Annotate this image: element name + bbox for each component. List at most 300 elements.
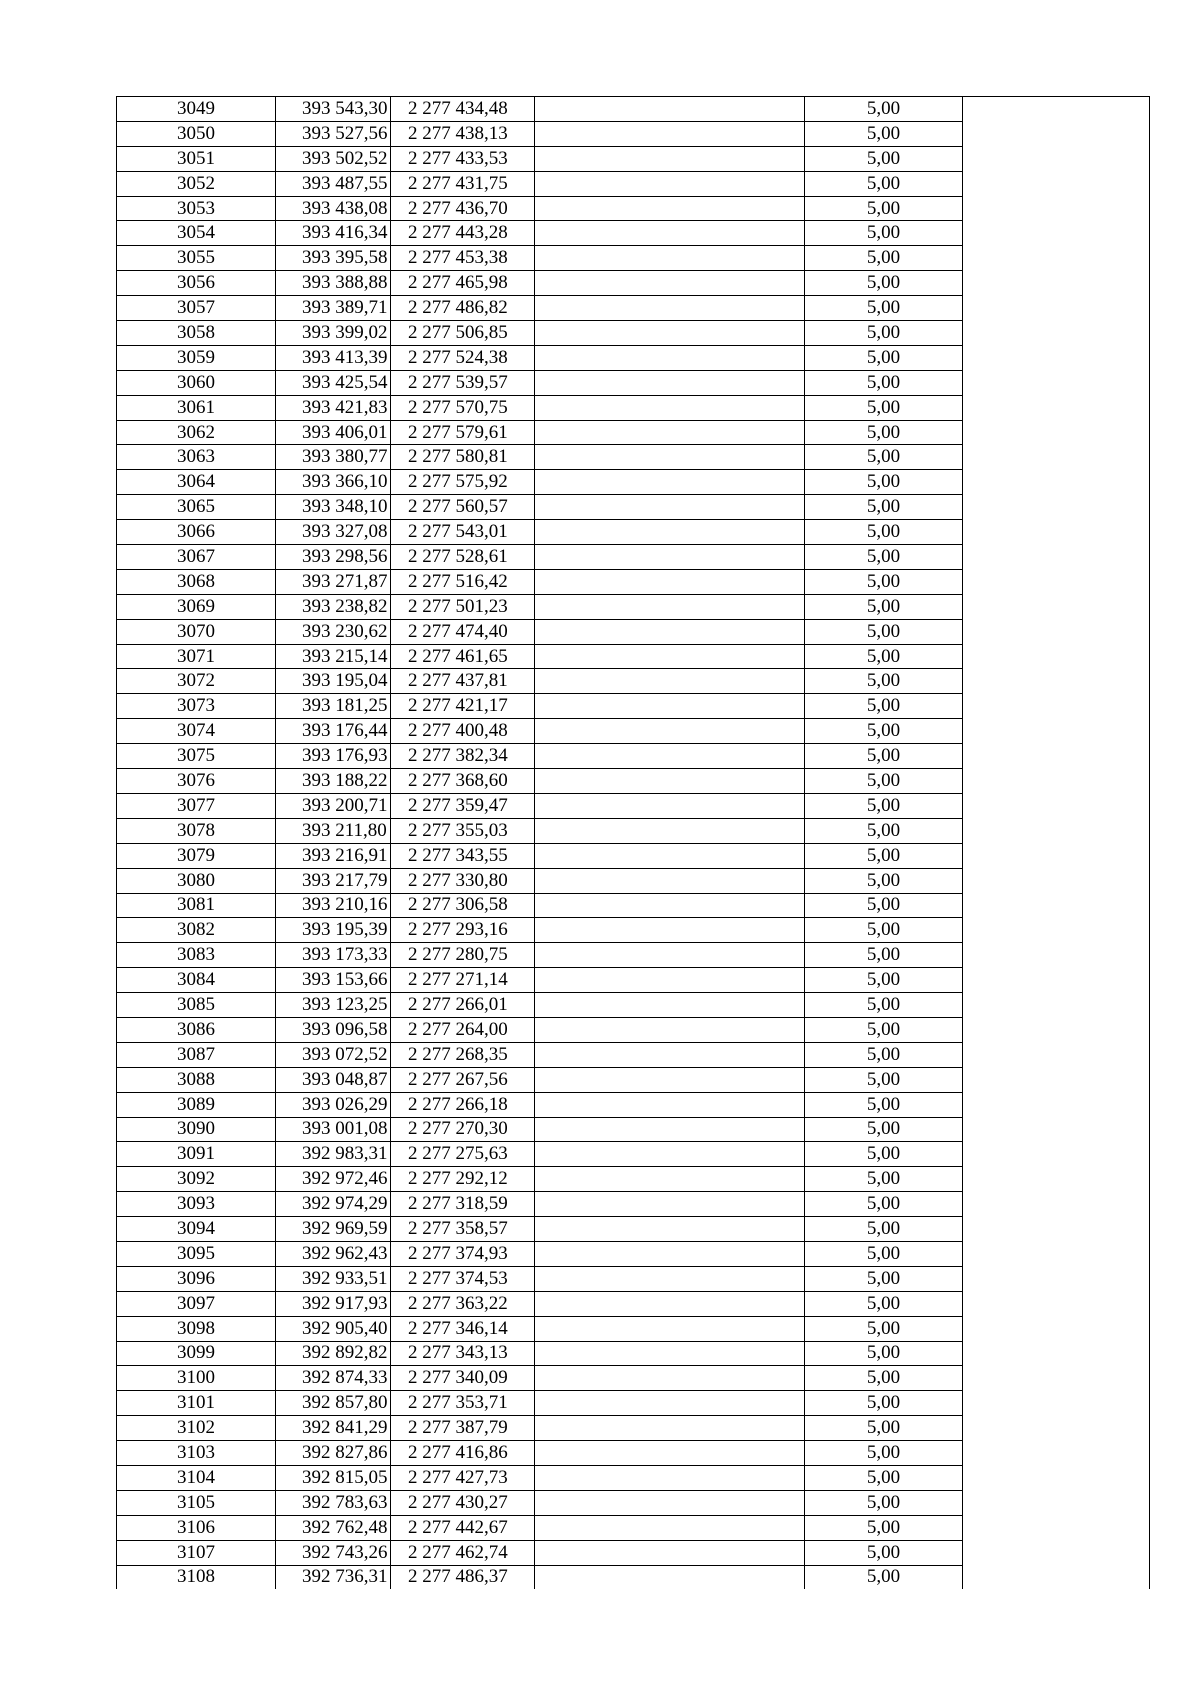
y-coordinate-cell: 2 277 501,23	[391, 594, 535, 619]
empty-cell	[535, 1341, 805, 1366]
table-row	[117, 1067, 1150, 1092]
point-number-cell: 3059	[117, 345, 276, 370]
empty-cell	[535, 420, 805, 445]
table-row	[117, 1391, 1150, 1416]
empty-cell	[963, 1540, 1150, 1565]
table-row	[117, 1117, 1150, 1142]
table-row	[117, 171, 1150, 196]
y-coordinate-cell: 2 277 318,59	[391, 1192, 535, 1217]
empty-cell	[963, 1515, 1150, 1540]
table-row	[117, 893, 1150, 918]
empty-cell	[963, 943, 1150, 968]
empty-cell	[535, 1117, 805, 1142]
empty-cell	[535, 569, 805, 594]
y-coordinate-cell: 2 277 293,16	[391, 918, 535, 943]
accuracy-cell: 5,00	[805, 296, 963, 321]
table-row	[117, 968, 1150, 993]
table-row	[117, 943, 1150, 968]
y-coordinate-cell: 2 277 433,53	[391, 146, 535, 171]
empty-cell	[535, 843, 805, 868]
table-row	[117, 296, 1150, 321]
point-number-cell: 3100	[117, 1366, 276, 1391]
point-number-cell: 3064	[117, 470, 276, 495]
empty-cell	[963, 1465, 1150, 1490]
point-number-cell: 3106	[117, 1515, 276, 1540]
point-number-cell: 3090	[117, 1117, 276, 1142]
table-row	[117, 545, 1150, 570]
x-coordinate-cell: 393 406,01	[276, 420, 391, 445]
empty-cell	[535, 146, 805, 171]
y-coordinate-cell: 2 277 340,09	[391, 1366, 535, 1391]
accuracy-cell: 5,00	[805, 470, 963, 495]
accuracy-cell: 5,00	[805, 818, 963, 843]
empty-cell	[963, 1416, 1150, 1441]
table-row	[117, 1490, 1150, 1515]
x-coordinate-cell: 393 425,54	[276, 370, 391, 395]
x-coordinate-cell: 393 001,08	[276, 1117, 391, 1142]
table-row	[117, 1515, 1150, 1540]
empty-cell	[535, 1241, 805, 1266]
table-row	[117, 196, 1150, 221]
point-number-cell: 3087	[117, 1042, 276, 1067]
table-row	[117, 918, 1150, 943]
x-coordinate-cell: 393 438,08	[276, 196, 391, 221]
empty-cell	[963, 594, 1150, 619]
empty-cell	[535, 1067, 805, 1092]
empty-cell	[963, 1291, 1150, 1316]
point-number-cell: 3092	[117, 1167, 276, 1192]
x-coordinate-cell: 393 389,71	[276, 296, 391, 321]
accuracy-cell: 5,00	[805, 1366, 963, 1391]
empty-cell	[535, 196, 805, 221]
accuracy-cell: 5,00	[805, 146, 963, 171]
y-coordinate-cell: 2 277 516,42	[391, 569, 535, 594]
table-row	[117, 520, 1150, 545]
table-row	[117, 221, 1150, 246]
y-coordinate-cell: 2 277 374,53	[391, 1266, 535, 1291]
empty-cell	[963, 1092, 1150, 1117]
empty-cell	[535, 1416, 805, 1441]
x-coordinate-cell: 392 815,05	[276, 1465, 391, 1490]
y-coordinate-cell: 2 277 358,57	[391, 1217, 535, 1242]
empty-cell	[963, 97, 1150, 122]
x-coordinate-cell: 393 388,88	[276, 271, 391, 296]
x-coordinate-cell: 393 200,71	[276, 793, 391, 818]
table-row	[117, 1092, 1150, 1117]
point-number-cell: 3083	[117, 943, 276, 968]
y-coordinate-cell: 2 277 270,30	[391, 1117, 535, 1142]
accuracy-cell: 5,00	[805, 868, 963, 893]
table-row	[117, 1241, 1150, 1266]
accuracy-cell: 5,00	[805, 1490, 963, 1515]
y-coordinate-cell: 2 277 268,35	[391, 1042, 535, 1067]
y-coordinate-cell: 2 277 442,67	[391, 1515, 535, 1540]
y-coordinate-cell: 2 277 524,38	[391, 345, 535, 370]
x-coordinate-cell: 393 421,83	[276, 395, 391, 420]
empty-cell	[963, 520, 1150, 545]
point-number-cell: 3101	[117, 1391, 276, 1416]
x-coordinate-cell: 393 380,77	[276, 445, 391, 470]
accuracy-cell: 5,00	[805, 196, 963, 221]
accuracy-cell: 5,00	[805, 1067, 963, 1092]
x-coordinate-cell: 392 892,82	[276, 1341, 391, 1366]
point-number-cell: 3096	[117, 1266, 276, 1291]
x-coordinate-cell: 392 974,29	[276, 1192, 391, 1217]
x-coordinate-cell: 393 195,39	[276, 918, 391, 943]
accuracy-cell: 5,00	[805, 1167, 963, 1192]
x-coordinate-cell: 393 413,39	[276, 345, 391, 370]
table-row	[117, 818, 1150, 843]
x-coordinate-cell: 392 969,59	[276, 1217, 391, 1242]
y-coordinate-cell: 2 277 363,22	[391, 1291, 535, 1316]
accuracy-cell: 5,00	[805, 1266, 963, 1291]
accuracy-cell: 5,00	[805, 1142, 963, 1167]
point-number-cell: 3098	[117, 1316, 276, 1341]
point-number-cell: 3099	[117, 1341, 276, 1366]
empty-cell	[535, 868, 805, 893]
point-number-cell: 3103	[117, 1441, 276, 1466]
empty-cell	[535, 121, 805, 146]
empty-cell	[963, 1341, 1150, 1366]
empty-cell	[535, 1217, 805, 1242]
empty-cell	[535, 221, 805, 246]
point-number-cell: 3076	[117, 769, 276, 794]
y-coordinate-cell: 2 277 486,37	[391, 1565, 535, 1589]
empty-cell	[535, 1266, 805, 1291]
table-row	[117, 669, 1150, 694]
y-coordinate-cell: 2 277 343,13	[391, 1341, 535, 1366]
x-coordinate-cell: 393 217,79	[276, 868, 391, 893]
y-coordinate-cell: 2 277 271,14	[391, 968, 535, 993]
table-row	[117, 694, 1150, 719]
y-coordinate-cell: 2 277 474,40	[391, 619, 535, 644]
x-coordinate-cell: 393 366,10	[276, 470, 391, 495]
accuracy-cell: 5,00	[805, 1291, 963, 1316]
point-number-cell: 3065	[117, 495, 276, 520]
point-number-cell: 3058	[117, 321, 276, 346]
point-number-cell: 3067	[117, 545, 276, 570]
empty-cell	[535, 345, 805, 370]
y-coordinate-cell: 2 277 453,38	[391, 246, 535, 271]
accuracy-cell: 5,00	[805, 1092, 963, 1117]
point-number-cell: 3091	[117, 1142, 276, 1167]
empty-cell	[963, 1017, 1150, 1042]
table-row	[117, 1291, 1150, 1316]
empty-cell	[535, 968, 805, 993]
point-number-cell: 3051	[117, 146, 276, 171]
x-coordinate-cell: 393 123,25	[276, 993, 391, 1018]
y-coordinate-cell: 2 277 579,61	[391, 420, 535, 445]
y-coordinate-cell: 2 277 465,98	[391, 271, 535, 296]
empty-cell	[963, 993, 1150, 1018]
accuracy-cell: 5,00	[805, 1241, 963, 1266]
point-number-cell: 3084	[117, 968, 276, 993]
empty-cell	[963, 968, 1150, 993]
empty-cell	[963, 345, 1150, 370]
point-number-cell: 3050	[117, 121, 276, 146]
point-number-cell: 3052	[117, 171, 276, 196]
empty-cell	[963, 1217, 1150, 1242]
table-row	[117, 420, 1150, 445]
accuracy-cell: 5,00	[805, 545, 963, 570]
accuracy-cell: 5,00	[805, 619, 963, 644]
accuracy-cell: 5,00	[805, 1192, 963, 1217]
x-coordinate-cell: 393 153,66	[276, 968, 391, 993]
accuracy-cell: 5,00	[805, 843, 963, 868]
empty-cell	[963, 246, 1150, 271]
empty-cell	[963, 545, 1150, 570]
y-coordinate-cell: 2 277 416,86	[391, 1441, 535, 1466]
accuracy-cell: 5,00	[805, 420, 963, 445]
x-coordinate-cell: 392 841,29	[276, 1416, 391, 1441]
empty-cell	[535, 818, 805, 843]
accuracy-cell: 5,00	[805, 1217, 963, 1242]
point-number-cell: 3074	[117, 719, 276, 744]
y-coordinate-cell: 2 277 264,00	[391, 1017, 535, 1042]
accuracy-cell: 5,00	[805, 246, 963, 271]
x-coordinate-cell: 393 173,33	[276, 943, 391, 968]
x-coordinate-cell: 392 983,31	[276, 1142, 391, 1167]
accuracy-cell: 5,00	[805, 221, 963, 246]
empty-cell	[963, 843, 1150, 868]
y-coordinate-cell: 2 277 267,56	[391, 1067, 535, 1092]
empty-cell	[963, 1366, 1150, 1391]
x-coordinate-cell: 393 543,30	[276, 97, 391, 122]
table-row	[117, 1042, 1150, 1067]
y-coordinate-cell: 2 277 355,03	[391, 818, 535, 843]
empty-cell	[963, 445, 1150, 470]
y-coordinate-cell: 2 277 421,17	[391, 694, 535, 719]
empty-cell	[963, 569, 1150, 594]
x-coordinate-cell: 393 195,04	[276, 669, 391, 694]
x-coordinate-cell: 393 527,56	[276, 121, 391, 146]
empty-cell	[963, 893, 1150, 918]
point-number-cell: 3107	[117, 1540, 276, 1565]
empty-cell	[535, 296, 805, 321]
empty-cell	[535, 445, 805, 470]
point-number-cell: 3060	[117, 370, 276, 395]
y-coordinate-cell: 2 277 462,74	[391, 1540, 535, 1565]
point-number-cell: 3093	[117, 1192, 276, 1217]
table-row	[117, 1167, 1150, 1192]
y-coordinate-cell: 2 277 434,48	[391, 97, 535, 122]
point-number-cell: 3080	[117, 868, 276, 893]
table-row	[117, 271, 1150, 296]
empty-cell	[535, 1316, 805, 1341]
y-coordinate-cell: 2 277 580,81	[391, 445, 535, 470]
table-row	[117, 793, 1150, 818]
accuracy-cell: 5,00	[805, 744, 963, 769]
accuracy-cell: 5,00	[805, 918, 963, 943]
point-number-cell: 3055	[117, 246, 276, 271]
empty-cell	[535, 395, 805, 420]
y-coordinate-cell: 2 277 438,13	[391, 121, 535, 146]
empty-cell	[963, 1441, 1150, 1466]
empty-cell	[963, 171, 1150, 196]
empty-cell	[535, 694, 805, 719]
empty-cell	[963, 296, 1150, 321]
point-number-cell: 3056	[117, 271, 276, 296]
accuracy-cell: 5,00	[805, 1565, 963, 1589]
point-number-cell: 3102	[117, 1416, 276, 1441]
x-coordinate-cell: 392 962,43	[276, 1241, 391, 1266]
table-row	[117, 1441, 1150, 1466]
x-coordinate-cell: 393 230,62	[276, 619, 391, 644]
y-coordinate-cell: 2 277 430,27	[391, 1490, 535, 1515]
empty-cell	[535, 370, 805, 395]
table-row	[117, 1565, 1150, 1589]
y-coordinate-cell: 2 277 280,75	[391, 943, 535, 968]
y-coordinate-cell: 2 277 343,55	[391, 843, 535, 868]
table-row	[117, 1366, 1150, 1391]
y-coordinate-cell: 2 277 436,70	[391, 196, 535, 221]
empty-cell	[963, 719, 1150, 744]
x-coordinate-cell: 393 416,34	[276, 221, 391, 246]
empty-cell	[963, 769, 1150, 794]
x-coordinate-cell: 393 487,55	[276, 171, 391, 196]
table-row	[117, 1416, 1150, 1441]
empty-cell	[963, 271, 1150, 296]
empty-cell	[535, 1515, 805, 1540]
x-coordinate-cell: 393 211,80	[276, 818, 391, 843]
accuracy-cell: 5,00	[805, 968, 963, 993]
x-coordinate-cell: 393 176,93	[276, 744, 391, 769]
y-coordinate-cell: 2 277 539,57	[391, 370, 535, 395]
y-coordinate-cell: 2 277 368,60	[391, 769, 535, 794]
x-coordinate-cell: 393 298,56	[276, 545, 391, 570]
x-coordinate-cell: 393 215,14	[276, 644, 391, 669]
empty-cell	[535, 993, 805, 1018]
accuracy-cell: 5,00	[805, 1117, 963, 1142]
accuracy-cell: 5,00	[805, 594, 963, 619]
point-number-cell: 3066	[117, 520, 276, 545]
empty-cell	[535, 943, 805, 968]
empty-cell	[535, 619, 805, 644]
x-coordinate-cell: 393 210,16	[276, 893, 391, 918]
table-row	[117, 1540, 1150, 1565]
y-coordinate-cell: 2 277 275,63	[391, 1142, 535, 1167]
empty-cell	[963, 370, 1150, 395]
point-number-cell: 3069	[117, 594, 276, 619]
empty-cell	[535, 669, 805, 694]
table-row	[117, 246, 1150, 271]
y-coordinate-cell: 2 277 443,28	[391, 221, 535, 246]
empty-cell	[963, 619, 1150, 644]
accuracy-cell: 5,00	[805, 97, 963, 122]
table-row	[117, 1017, 1150, 1042]
table-row	[117, 146, 1150, 171]
point-number-cell: 3104	[117, 1465, 276, 1490]
accuracy-cell: 5,00	[805, 943, 963, 968]
y-coordinate-cell: 2 277 570,75	[391, 395, 535, 420]
empty-cell	[535, 893, 805, 918]
y-coordinate-cell: 2 277 330,80	[391, 868, 535, 893]
y-coordinate-cell: 2 277 560,57	[391, 495, 535, 520]
empty-cell	[535, 1366, 805, 1391]
accuracy-cell: 5,00	[805, 445, 963, 470]
accuracy-cell: 5,00	[805, 1540, 963, 1565]
accuracy-cell: 5,00	[805, 1017, 963, 1042]
point-number-cell: 3094	[117, 1217, 276, 1242]
table-row	[117, 868, 1150, 893]
empty-cell	[535, 644, 805, 669]
empty-cell	[535, 1441, 805, 1466]
y-coordinate-cell: 2 277 266,18	[391, 1092, 535, 1117]
y-coordinate-cell: 2 277 437,81	[391, 669, 535, 694]
y-coordinate-cell: 2 277 387,79	[391, 1416, 535, 1441]
y-coordinate-cell: 2 277 374,93	[391, 1241, 535, 1266]
table-row	[117, 619, 1150, 644]
table-row	[117, 1465, 1150, 1490]
point-number-cell: 3071	[117, 644, 276, 669]
empty-cell	[535, 171, 805, 196]
empty-cell	[963, 395, 1150, 420]
y-coordinate-cell: 2 277 382,34	[391, 744, 535, 769]
x-coordinate-cell: 393 395,58	[276, 246, 391, 271]
point-number-cell: 3062	[117, 420, 276, 445]
table-row	[117, 470, 1150, 495]
point-number-cell: 3057	[117, 296, 276, 321]
point-number-cell: 3049	[117, 97, 276, 122]
y-coordinate-cell: 2 277 266,01	[391, 993, 535, 1018]
point-number-cell: 3070	[117, 619, 276, 644]
accuracy-cell: 5,00	[805, 345, 963, 370]
empty-cell	[963, 1490, 1150, 1515]
empty-cell	[963, 1167, 1150, 1192]
empty-cell	[963, 744, 1150, 769]
x-coordinate-cell: 393 072,52	[276, 1042, 391, 1067]
accuracy-cell: 5,00	[805, 694, 963, 719]
point-number-cell: 3082	[117, 918, 276, 943]
y-coordinate-cell: 2 277 427,73	[391, 1465, 535, 1490]
table-row	[117, 769, 1150, 794]
point-number-cell: 3081	[117, 893, 276, 918]
x-coordinate-cell: 392 905,40	[276, 1316, 391, 1341]
coordinates-table	[116, 96, 1150, 1589]
empty-cell	[535, 1017, 805, 1042]
empty-cell	[535, 1391, 805, 1416]
x-coordinate-cell: 393 327,08	[276, 520, 391, 545]
empty-cell	[963, 818, 1150, 843]
empty-cell	[535, 594, 805, 619]
empty-cell	[535, 1540, 805, 1565]
point-number-cell: 3095	[117, 1241, 276, 1266]
accuracy-cell: 5,00	[805, 271, 963, 296]
point-number-cell: 3078	[117, 818, 276, 843]
y-coordinate-cell: 2 277 543,01	[391, 520, 535, 545]
point-number-cell: 3089	[117, 1092, 276, 1117]
y-coordinate-cell: 2 277 575,92	[391, 470, 535, 495]
table-row	[117, 495, 1150, 520]
empty-cell	[963, 321, 1150, 346]
empty-cell	[963, 1117, 1150, 1142]
point-number-cell: 3108	[117, 1565, 276, 1589]
accuracy-cell: 5,00	[805, 395, 963, 420]
x-coordinate-cell: 393 026,29	[276, 1092, 391, 1117]
x-coordinate-cell: 393 271,87	[276, 569, 391, 594]
table-row	[117, 370, 1150, 395]
table-row	[117, 594, 1150, 619]
empty-cell	[963, 1067, 1150, 1092]
accuracy-cell: 5,00	[805, 370, 963, 395]
accuracy-cell: 5,00	[805, 1042, 963, 1067]
y-coordinate-cell: 2 277 359,47	[391, 793, 535, 818]
accuracy-cell: 5,00	[805, 569, 963, 594]
table-row	[117, 97, 1150, 122]
empty-cell	[535, 495, 805, 520]
empty-cell	[963, 1241, 1150, 1266]
table-row	[117, 345, 1150, 370]
